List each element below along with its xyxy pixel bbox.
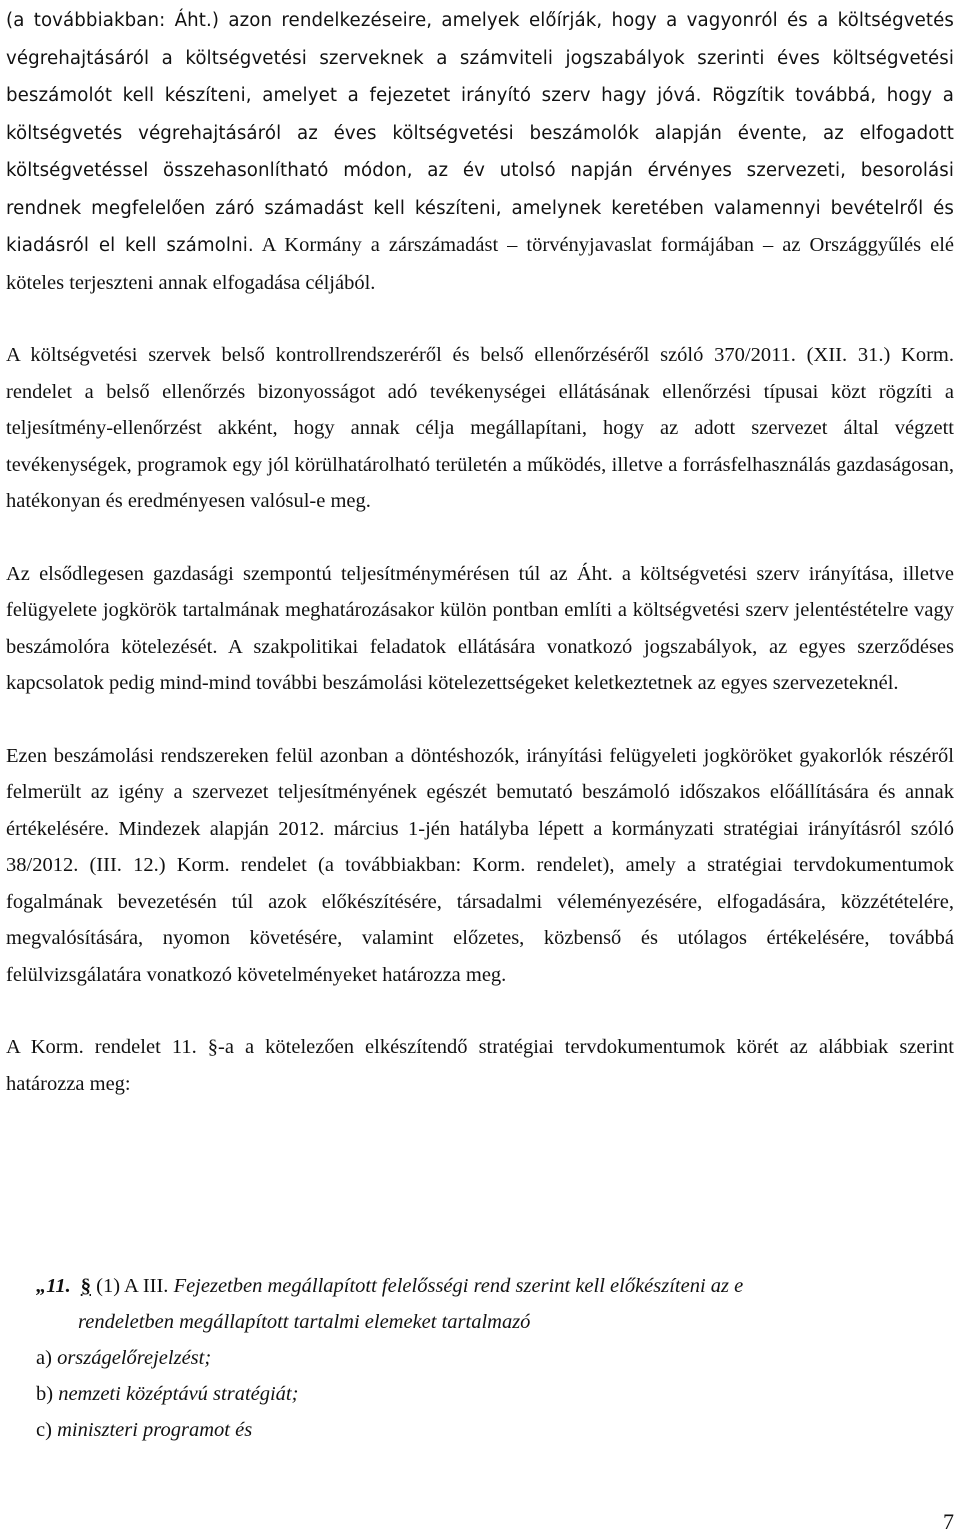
quote-line1-text: Fejezetben megállapított felelősségi rend szerint kell előkészíteni az e xyxy=(168,1275,744,1297)
paragraph-internal-control: A költségvetési szervek belső kontrollrendszeréről és belső ellenőrzéséről szóló 370/2011. (XII. 31.) Korm. rendelet a belső ellenőrzés bizonyosságot adó tevékenységei ellátásának ellenőrzési típusai közt rögzíti a teljesítmény-ellenőrzést akként, hogy annak célja megállapítani, hogy az adott szervezet által végzett tevékenységek, programok egy jól körülhatárolható területén a működés, illetve a forrásfelhasználás gazdaságosan, hatékonyan és eredményesen valósul-e meg. xyxy=(6,344,954,512)
list-text-a: országelőrejelzést; xyxy=(57,1347,212,1369)
list-item-c xyxy=(36,1412,956,1448)
quoted-regulation xyxy=(36,1268,956,1448)
list-item-a xyxy=(36,1340,956,1376)
paragraph-budget-report-serif-text: A Kormány a zárszámadást – törvényjavaslat formájában – az Országgyűlés elé köteles terjeszteni annak elfogadása céljából. xyxy=(6,234,955,294)
list-item-b xyxy=(36,1376,956,1412)
quote-first-line xyxy=(36,1268,956,1304)
quote-paragraph-number: (1) A III. xyxy=(96,1275,169,1297)
paragraph-strategic-governance: Ezen beszámolási rendszereken felül azonban a döntéshozók, irányítási felügyeleti jogköröket gyakorlók részéről felmerült az igény a szervezet teljesítményének egészét bemutató beszámoló időszakos előállítására és annak értékelésére. Mindezek alapján 2012. március 1-jén hatályba lépett a kormányzati stratégiai irányításról szóló 38/2012. (III. 12.) Korm. rendelet (a továbbiakban: Korm. rendelet), amely a stratégiai tervdokumentumok fogalmának bevezetésén túl azok előkészítésére, társadalmi véleményezésére, elfogadására, közzétételére, megvalósítására, nyomon követésére, valamint előzetes, közbenső és utólagos értékelésére, továbbá felülvizsgálatára vonatkozó követelményeket határozza meg. xyxy=(6,744,954,986)
list-marker-b: b) xyxy=(36,1383,54,1405)
list-text-c: miniszteri programot és xyxy=(57,1419,253,1441)
list-text-b: nemzeti középtávú stratégiát; xyxy=(58,1383,299,1405)
page-number: 7 xyxy=(943,1509,954,1534)
quote-second-line: rendeletben megállapított tartalmi elemeket tartalmazó xyxy=(78,1311,531,1333)
list-marker-c: c) xyxy=(36,1419,52,1441)
quote-section-number: „11. xyxy=(36,1275,71,1297)
document-page xyxy=(6,0,954,1102)
list-marker-a: a) xyxy=(36,1347,52,1369)
paragraph-decree-section-11: A Korm. rendelet 11. §-a a kötelezően elkészítendő stratégiai tervdokumentumok körét az alábbiak szerint határozza meg: xyxy=(6,1036,954,1095)
section-sign: § xyxy=(80,1275,91,1297)
paragraph-performance-measurement: Az elsődlegesen gazdasági szempontú teljesítménymérésen túl az Áht. a költségvetési szerv irányítása, illetve felügyelete jogkörök tartalmának meghatározásakor külön pontban említi a költségvetési szerv jelentéstételre vagy beszámolóra kötelezését. A szakpolitikai feladatok ellátására vonatkozó jogszabályok, az egyes szerződéses kapcsolatok pedig mind-mind további beszámolási kötelezettségeket keletkeztetnek az egyes szervezeteknél. xyxy=(6,562,954,694)
paragraph-budget-report-sans-text: (a továbbiakban: Áht.) azon rendelkezéseire, amelyek előírják, hogy a vagyonról és a költségvetés végrehajtásáról a költségvetési szerveknek a számviteli jogszabályok szerinti éves költségvetési beszámolót kell készíteni, amelyet a fejezetet irányító szerv hagy jóvá. Rögzítik továbbá, hogy a költségvetés végrehajtásáról az éves költségvetési beszámolók alapján évente, az elfogadott költségvetéssel összehasonlítható módon, az év utolsó napján érvényes szervezeti, besorolási rendnek megfelelően záró számadást kell készíteni, amelynek keretében valamennyi bevételről és kiadásról el kell számolni. xyxy=(6,10,954,256)
paragraph-budget-report xyxy=(6,2,954,301)
